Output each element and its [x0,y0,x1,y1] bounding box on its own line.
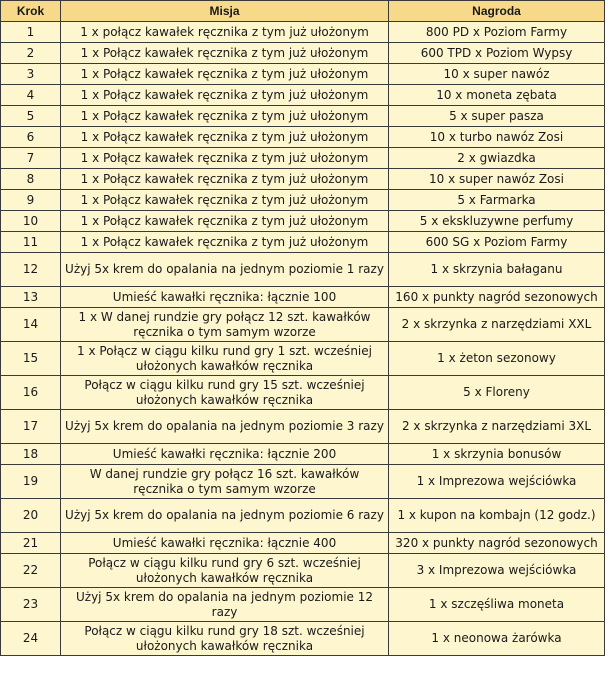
cell-nagroda: 160 x punkty nagród sezonowych [389,287,605,308]
cell-nagroda: 10 x super nawóz [389,64,605,85]
cell-misja: Umieść kawałki ręcznika: łącznie 100 [61,287,389,308]
cell-nagroda: 320 x punkty nagród sezonowych [389,533,605,554]
quest-table-body [1,22,605,656]
table-row [1,588,605,622]
header-row [1,1,605,22]
cell-krok: 8 [1,169,61,190]
cell-misja: Połącz w ciągu kilku rund gry 18 szt. wcześniej ułożonych kawałków ręcznika [61,622,389,656]
cell-krok: 24 [1,622,61,656]
cell-nagroda: 5 x ekskluzywne perfumy [389,211,605,232]
cell-nagroda: 5 x Farmarka [389,190,605,211]
table-row [1,106,605,127]
cell-misja: Umieść kawałki ręcznika: łącznie 400 [61,533,389,554]
cell-misja: Połącz w ciągu kilku rund gry 15 szt. wcześniej ułożonych kawałków ręcznika [61,376,389,410]
cell-misja: W danej rundzie gry połącz 16 szt. kawałków ręcznika o tym samym wzorze [61,465,389,499]
cell-nagroda: 2 x skrzynka z narzędziami 3XL [389,410,605,444]
header-misja: Misja [61,1,389,22]
table-row [1,622,605,656]
cell-misja: 1 x Połącz kawałek ręcznika z tym już ułożonym [61,64,389,85]
table-row [1,376,605,410]
cell-nagroda: 10 x super nawóz Zosi [389,169,605,190]
cell-nagroda: 1 x kupon na kombajn (12 godz.) [389,499,605,533]
cell-nagroda: 1 x neonowa żarówka [389,622,605,656]
cell-misja: 1 x Połącz kawałek ręcznika z tym już ułożonym [61,148,389,169]
cell-nagroda: 10 x turbo nawóz Zosi [389,127,605,148]
header-krok: Krok [1,1,61,22]
cell-krok: 11 [1,232,61,253]
table-row [1,211,605,232]
cell-krok: 20 [1,499,61,533]
cell-nagroda: 5 x super pasza [389,106,605,127]
cell-krok: 7 [1,148,61,169]
cell-krok: 12 [1,253,61,287]
cell-misja: Użyj 5x krem do opalania na jednym poziomie 3 razy [61,410,389,444]
cell-krok: 4 [1,85,61,106]
table-row [1,22,605,43]
cell-misja: 1 x Połącz kawałek ręcznika z tym już ułożonym [61,85,389,106]
cell-krok: 17 [1,410,61,444]
header-nagroda: Nagroda [389,1,605,22]
table-row [1,287,605,308]
cell-krok: 18 [1,444,61,465]
cell-krok: 16 [1,376,61,410]
cell-nagroda: 2 x skrzynka z narzędziami XXL [389,308,605,342]
cell-nagroda: 10 x moneta zębata [389,85,605,106]
cell-nagroda: 5 x Floreny [389,376,605,410]
cell-krok: 1 [1,22,61,43]
table-row [1,127,605,148]
table-row [1,499,605,533]
cell-misja: 1 x Połącz w ciągu kilku rund gry 1 szt. wcześniej ułożonych kawałków ręcznika [61,342,389,376]
cell-nagroda: 1 x szczęśliwa moneta [389,588,605,622]
cell-misja: 1 x Połącz kawałek ręcznika z tym już ułożonym [61,211,389,232]
table-row [1,444,605,465]
cell-krok: 15 [1,342,61,376]
cell-nagroda: 1 x skrzynia bałaganu [389,253,605,287]
table-row [1,148,605,169]
cell-nagroda: 3 x Imprezowa wejściówka [389,554,605,588]
table-row [1,410,605,444]
cell-krok: 13 [1,287,61,308]
cell-misja: 1 x Połącz kawałek ręcznika z tym już ułożonym [61,106,389,127]
cell-nagroda: 1 x skrzynia bonusów [389,444,605,465]
table-row [1,190,605,211]
cell-misja: 1 x W danej rundzie gry połącz 12 szt. kawałków ręcznika o tym samym wzorze [61,308,389,342]
cell-nagroda: 800 PD x Poziom Farmy [389,22,605,43]
table-row [1,533,605,554]
table-row [1,342,605,376]
cell-misja: Połącz w ciągu kilku rund gry 6 szt. wcześniej ułożonych kawałków ręcznika [61,554,389,588]
cell-krok: 19 [1,465,61,499]
table-row [1,232,605,253]
cell-krok: 2 [1,43,61,64]
cell-misja: 1 x Połącz kawałek ręcznika z tym już ułożonym [61,232,389,253]
cell-nagroda: 600 TPD x Poziom Wypsy [389,43,605,64]
cell-misja: Użyj 5x krem do opalania na jednym poziomie 12 razy [61,588,389,622]
table-row [1,308,605,342]
cell-misja: Użyj 5x krem do opalania na jednym poziomie 1 razy [61,253,389,287]
cell-nagroda: 600 SG x Poziom Farmy [389,232,605,253]
cell-misja: 1 x Połącz kawałek ręcznika z tym już ułożonym [61,169,389,190]
table-row [1,465,605,499]
table-row [1,43,605,64]
table-row [1,169,605,190]
cell-misja: Umieść kawałki ręcznika: łącznie 200 [61,444,389,465]
cell-nagroda: 1 x żeton sezonowy [389,342,605,376]
cell-krok: 14 [1,308,61,342]
cell-krok: 22 [1,554,61,588]
cell-misja: 1 x Połącz kawałek ręcznika z tym już ułożonym [61,127,389,148]
cell-krok: 21 [1,533,61,554]
cell-krok: 9 [1,190,61,211]
cell-krok: 6 [1,127,61,148]
table-row [1,64,605,85]
cell-misja: 1 x Połącz kawałek ręcznika z tym już ułożonym [61,190,389,211]
cell-misja: 1 x Połącz kawałek ręcznika z tym już ułożonym [61,43,389,64]
cell-misja: Użyj 5x krem do opalania na jednym poziomie 6 razy [61,499,389,533]
cell-nagroda: 2 x gwiazdka [389,148,605,169]
table-row [1,85,605,106]
cell-misja: 1 x połącz kawałek ręcznika z tym już ułożonym [61,22,389,43]
cell-krok: 5 [1,106,61,127]
cell-krok: 23 [1,588,61,622]
cell-krok: 10 [1,211,61,232]
table-row [1,554,605,588]
table-row [1,253,605,287]
cell-krok: 3 [1,64,61,85]
cell-nagroda: 1 x Imprezowa wejściówka [389,465,605,499]
